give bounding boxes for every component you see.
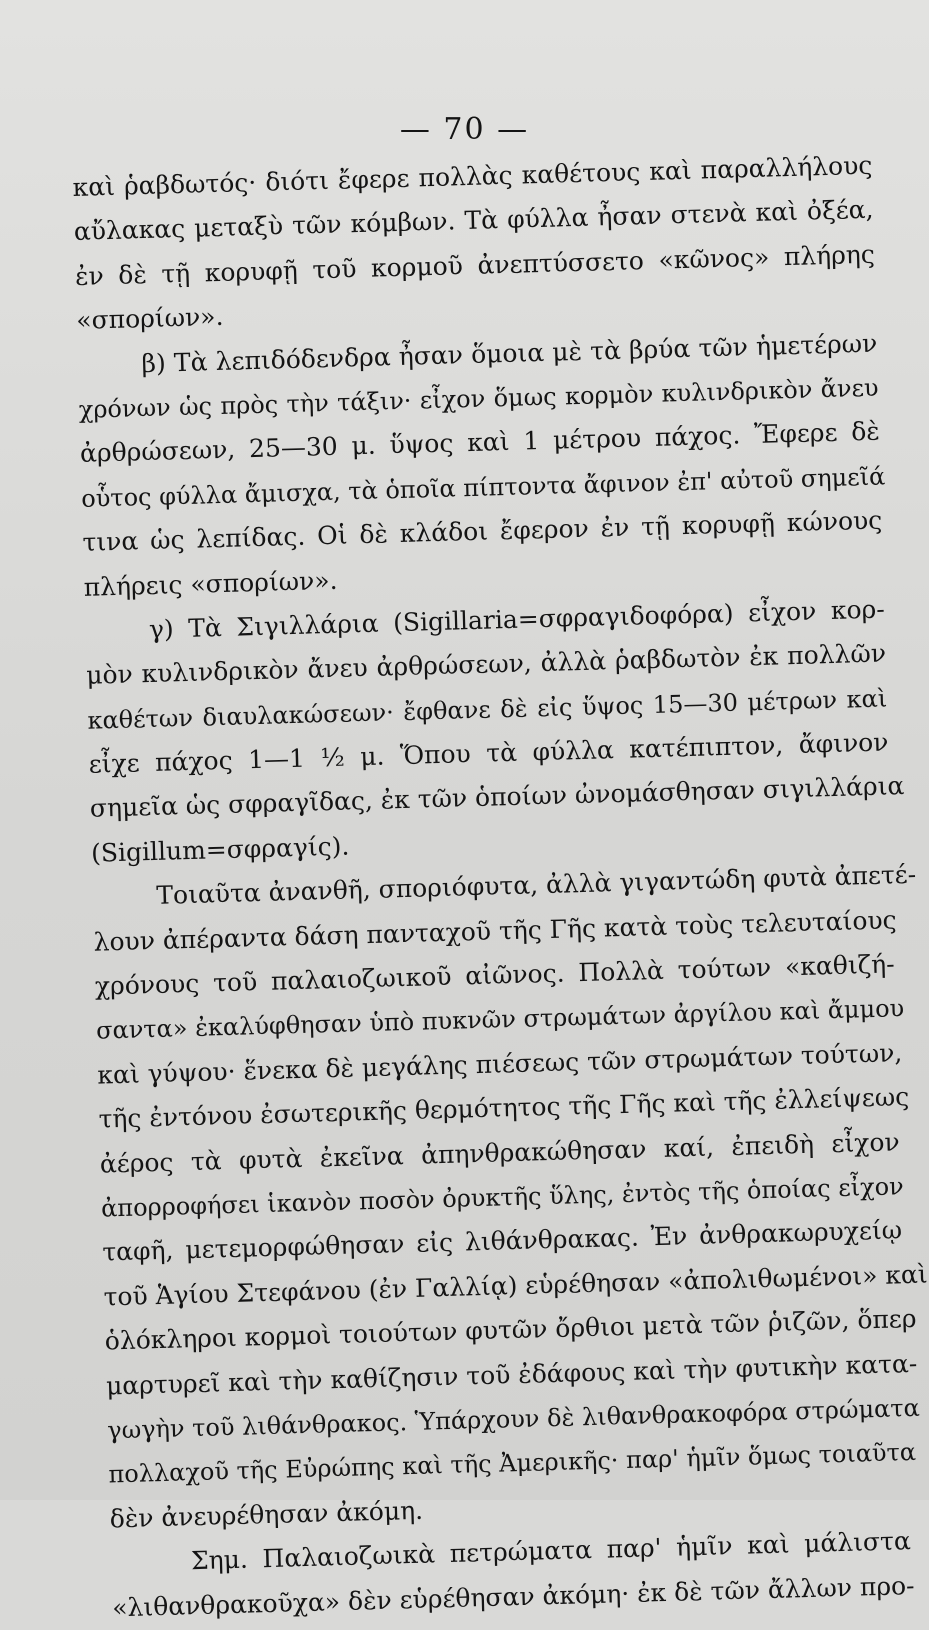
text-line: ὁλόκληροι κορμοὶ τοιούτων φυτῶν ὄρθιοι μετὰ τῶν ῥιζῶν, ὅπερ (104, 1304, 917, 1356)
text-line: «σπορίων». (75, 302, 224, 336)
text-line: πολλαχοῦ τῆς Εὐρώπης καὶ τῆς Ἀμερικῆς· παρ' ἡμῖν ὅμως τοιαῦτα (108, 1438, 917, 1489)
text-line: οὗτος φύλλα ἄμισχα, τὰ ὁποῖα πίπτοντα ἄφινον ἐπ' αὐτοῦ σημεῖά (80, 462, 886, 513)
note-line: Σημ. Παλαιοζωικὰ πετρώματα παρ' ἡμῖν καὶ μάλιστα (190, 1526, 912, 1576)
text-line: χρόνους τοῦ παλαιοζωικοῦ αἰῶνος. Πολλὰ τούτων «καθιζή- (94, 949, 896, 1001)
text-line: εἶχε πάχος 1—1 ½ μ. Ὅπου τὰ φύλλα κατέπιπτον, ἄφινον (88, 727, 889, 779)
text-line: τῆς ἐντόνου ἐσωτερικῆς θερμότητος τῆς Γῆς καὶ τῆς ἐλλείψεως (98, 1082, 910, 1134)
text-line: γ) Τὰ Σιγιλλάρια (Sigillaria=σφραγιδοφόρα) εἶχον κορ- (148, 594, 886, 644)
text-line: ἀέρος τὰ φυτὰ ἐκεῖνα ἀπηνθρακώθησαν καί, ἐπειδὴ εἶχον (99, 1126, 900, 1179)
text-line: ἀπορροφήσει ἱκανὸν ποσὸν ὀρυκτῆς ὕλης, ἐντὸς τῆς ὁποίας εἶχον (100, 1172, 905, 1223)
text-line: αὔλακας μεταξὺ τῶν κόμβων. Τὰ φύλλα ἦσαν στενὰ καὶ ὀξέα, (73, 195, 874, 247)
text-line: μὸν κυλινδρικὸν ἄνευ ἀρθρώσεων, ἀλλὰ ῥαβδωτὸν ἐκ πολλῶν (85, 638, 887, 691)
text-line: (Sigillum=σφραγίς). (90, 831, 350, 868)
text-line: σημεῖα ὡς σφραγῖδας, ἐκ τῶν ὁποίων ὠνομάσθησαν σιγιλλάρια (89, 771, 905, 824)
text-line: καθέτων διαυλακώσεων· ἔφθανε δὲ εἰς ὕψος 15—30 μέτρων καὶ (87, 684, 888, 735)
note-line: «λιθανθρακοῦχα» δὲν εὑρέθησαν ἀκόμη· ἐκ δὲ τῶν ἄλλων προ- (111, 1570, 915, 1622)
text-line: καὶ ῥαβδωτός· διότι ἔφερε πολλὰς καθέτους καὶ παραλλήλους (72, 150, 873, 202)
text-line: σαντα» ἐκαλύφθησαν ὑπὸ πυκνῶν στρωμάτων ἀργίλου καὶ ἄμμου (95, 994, 905, 1046)
text-line: ταφῆ, μετεμορφώθησαν εἰς λιθάνθρακας. Ἐν ἀνθρακωρυχείῳ (101, 1215, 903, 1267)
text-line: χρόνων ὡς πρὸς τὴν τάξιν· εἶχον ὅμως κορμὸν κυλινδρικὸν ἄνευ (78, 373, 879, 424)
text-line: ἐν δὲ τῇ κορυφῇ τοῦ κορμοῦ ἀνεπτύσσετο «κῶνος» πλήρης (74, 239, 876, 291)
body-text (72, 144, 929, 1630)
text-line: τινα ὡς λεπίδας. Οἱ δὲ κλάδοι ἔφερον ἐν τῇ κορυφῇ κώνους (82, 505, 883, 557)
text-line: μαρτυρεῖ καὶ τὴν καθίζησιν τοῦ ἐδάφους καὶ τὴν φυτικὴν κατα- (105, 1348, 918, 1401)
text-line: λουν ἀπέραντα δάση πανταχοῦ τῆς Γῆς κατὰ τοὺς τελευταίους (93, 904, 897, 957)
text-line: πλήρεις «σπορίων». (83, 565, 338, 602)
page-number: — 70 — (399, 112, 530, 147)
text-line: δὲν ἀνευρέθησαν ἀκόμη. (109, 1495, 424, 1534)
text-line: ἀρθρώσεων, 25—30 μ. ὕψος καὶ 1 μέτρου πάχος. Ἔφερε δὲ (79, 416, 881, 469)
text-line: β) Τὰ λεπιδόδενδρα ἦσαν ὅμοια μὲ τὰ βρύα τῶν ἡμετέρων (141, 328, 878, 378)
text-line: καὶ γύψου· ἕνεκα δὲ μεγάλης πιέσεως τῶν στρωμάτων τούτων, (96, 1037, 903, 1090)
text-line: τοῦ Ἁγίου Στεφάνου (ἐν Γαλλίᾳ) εὑρέθησαν «ἀπολιθωμένοι» καὶ (103, 1259, 929, 1312)
text-line: γωγὴν τοῦ λιθάνθρακος. Ὑπάρχουν δὲ λιθανθρακοφόρα στρώματα (106, 1393, 921, 1445)
text-line: Τοιαῦτα ἀνανθῆ, σποριόφυτα, ἀλλὰ γιγαντώδη φυτὰ ἀπετέ- (156, 859, 917, 911)
